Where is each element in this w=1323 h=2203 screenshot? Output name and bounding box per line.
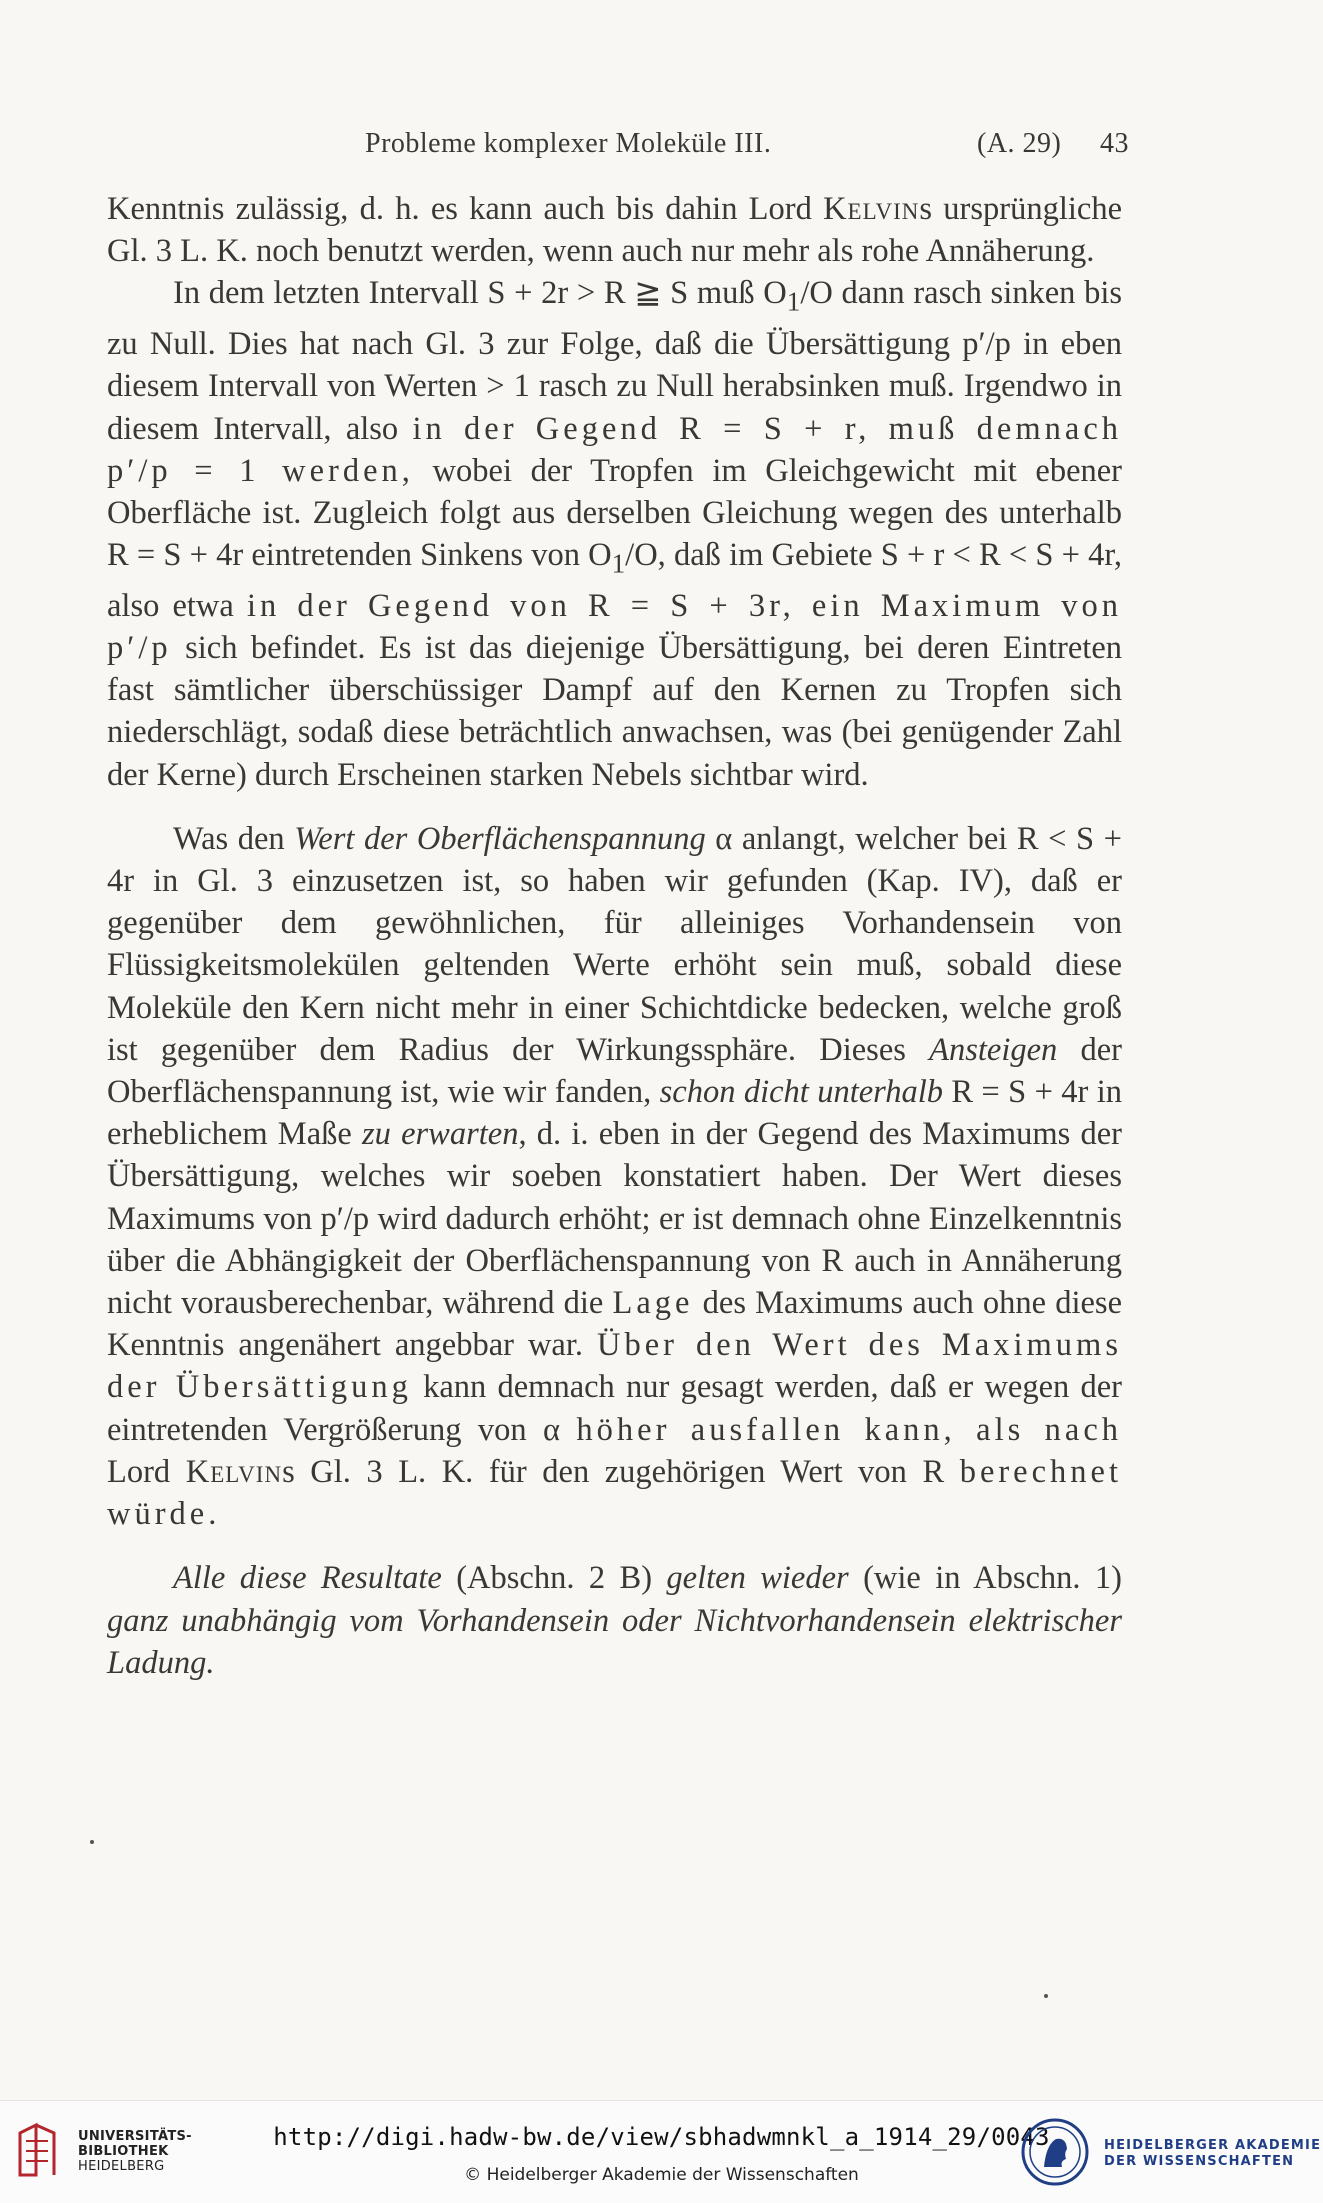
subscript: 1 (786, 286, 801, 317)
subscript: 1 (611, 548, 626, 579)
italic-text: Alle diese Resultate (173, 1560, 442, 1597)
spaced-text: Über den Wert des Maximums der Übersättigung (107, 1327, 1122, 1406)
text-run: , d. i. eben in der Gegend des Maximums der Übersättigung, welches wir soeben konstatiert haben. Der Wert dieses Maximums von p′/p wird dadurch erhöht; er ist demnach ohne Einzelkenntnis über die Abhängigkeit der Oberflächenspannung von R auch in Annäherung nicht vorausberechenbar, während die (107, 1116, 1123, 1322)
text-run: wobei der Tropfen im Gleichgewicht mit ebener Oberfläche ist. Zugleich folgt aus derselben Gleichung wegen des unterhalb R = S + 4r eintretenden Sinkens von O (107, 452, 1122, 574)
page-number: 43 (1100, 128, 1129, 159)
text-run: s Gl. 3 L. K. für den zugehörigen Wert von R (282, 1453, 960, 1490)
page-body (107, 188, 1122, 1684)
digitization-footer (0, 2100, 1323, 2203)
paragraph-3 (107, 818, 1122, 1535)
text-run: s ursprüngliche Gl. 3 L. K. noch benutzt werden, wenn auch nur mehr als rohe Annäherung. (107, 191, 1122, 270)
text-run: kann demnach nur gesagt werden, daß er wegen der eintretenden Vergrößerung von α (107, 1369, 1122, 1448)
paragraph-2 (107, 272, 1122, 795)
academy-name (1104, 2138, 1321, 2170)
name-kelvin: Kelvin (185, 1453, 283, 1490)
library-line-2: BIBLIOTHEK (78, 2144, 169, 2159)
paragraph-4 (107, 1557, 1122, 1684)
text-run: α anlangt, welcher bei R < S + 4r in Gl. 3 einzusetzen ist, so haben wir gefunden (Kap. IV), daß er gegenüber dem gewöhnlichen, für alleiniges Vorhandensein von Flüssigkeitsmolekülen geltenden Werte erhöht sein muß, sobald diese Moleküle den Kern nicht mehr in einer Schichtdicke bedecken, welche groß ist gegenüber dem Radius der Wirkungssphäre. Dieses (107, 820, 1122, 1068)
italic-text: ganz unabhängig vom Vorhandensein oder Nichtvorhandensein elektrischer Ladung. (107, 1602, 1122, 1681)
italic-text: Ansteigen (929, 1031, 1058, 1068)
academy-line-2: DER WISSENSCHAFTEN (1104, 2154, 1295, 2169)
text-run: In dem letzten Intervall S + 2r > R ≧ S muß O (173, 275, 787, 312)
academy-seal-icon (1020, 2117, 1090, 2187)
library-line-3: HEIDELBERG (78, 2159, 165, 2174)
header-reference: (A. 29) (977, 128, 1062, 159)
text-run: /O, daß im Gebiete S + r < R < S + 4r, also etwa (107, 537, 1123, 624)
spaced-text: höher ausfallen kann, als nach (576, 1411, 1122, 1448)
italic-text: gelten wieder (666, 1560, 849, 1597)
header-title: Probleme komplexer Moleküle III. (365, 128, 772, 159)
spaced-text: berechnet würde. (107, 1453, 1122, 1533)
running-header (365, 128, 1129, 168)
text-run: (Abschn. 2 B) (441, 1560, 667, 1597)
academy-line-1: HEIDELBERGER AKADEMIE (1104, 2138, 1322, 2153)
text-run: Was den (173, 820, 295, 857)
text-run: des Maximums auch ohne diese Kenntnis angenähert angebbar war. (107, 1285, 1123, 1364)
paragraph-1 (107, 188, 1122, 272)
spaced-text: Lage (612, 1285, 694, 1322)
permalink-url[interactable]: http://digi.hadw-bw.de/view/sbhadwmnkl_a_1914_29/0043 (273, 2123, 1050, 2151)
italic-text: zu erwarten (362, 1116, 519, 1153)
spaced-text: in der Gegend R = S + r, muß demnach p′/p = 1 werden, (107, 410, 1122, 489)
text-run: R = S + 4r in erheblichem Maße (107, 1074, 1123, 1153)
copyright-notice: © Heidelberger Akademie der Wissenschaften (464, 2165, 859, 2185)
text-run: der Oberflächenspannung ist, wie wir fanden, (107, 1031, 1123, 1111)
spaced-text: in der Gegend von R = S + 3r, ein Maximum von p′/p (107, 587, 1122, 667)
text-run: sich befindet. Es ist das diejenige Übersättigung, bei deren Eintreten fast sämtlicher überschüssiger Dampf auf den Kernen zu Tropfen sich niederschlägt, sodaß diese beträchtlich anwachsen, was (bei genügender Zahl der Kerne) durch Erscheinen starken Nebels sichtbar wird. (107, 630, 1122, 793)
library-line-1: UNIVERSITÄTS- (78, 2129, 192, 2144)
text-run: (wie in Abschn. 1) (848, 1560, 1122, 1597)
ink-speck (90, 1840, 94, 1844)
italic-text: Wert der Oberflächenspannung (294, 820, 706, 857)
italic-text: schon dicht unterhalb (659, 1074, 944, 1111)
ink-speck (1044, 1994, 1048, 1998)
text-run: Lord (107, 1453, 186, 1490)
text-run: Kenntnis zulässig, d. h. es kann auch bis dahin Lord (107, 191, 824, 227)
text-run: /O dann rasch sinken bis zu Null. Dies hat nach Gl. 3 zur Folge, daß die Übersättigung p′/p in eben diesem Intervall von Werten > 1 rasch zu Null herabsinken muß. Irgendwo in diesem Intervall, also (107, 275, 1123, 447)
name-kelvin: Kelvin (823, 191, 920, 227)
